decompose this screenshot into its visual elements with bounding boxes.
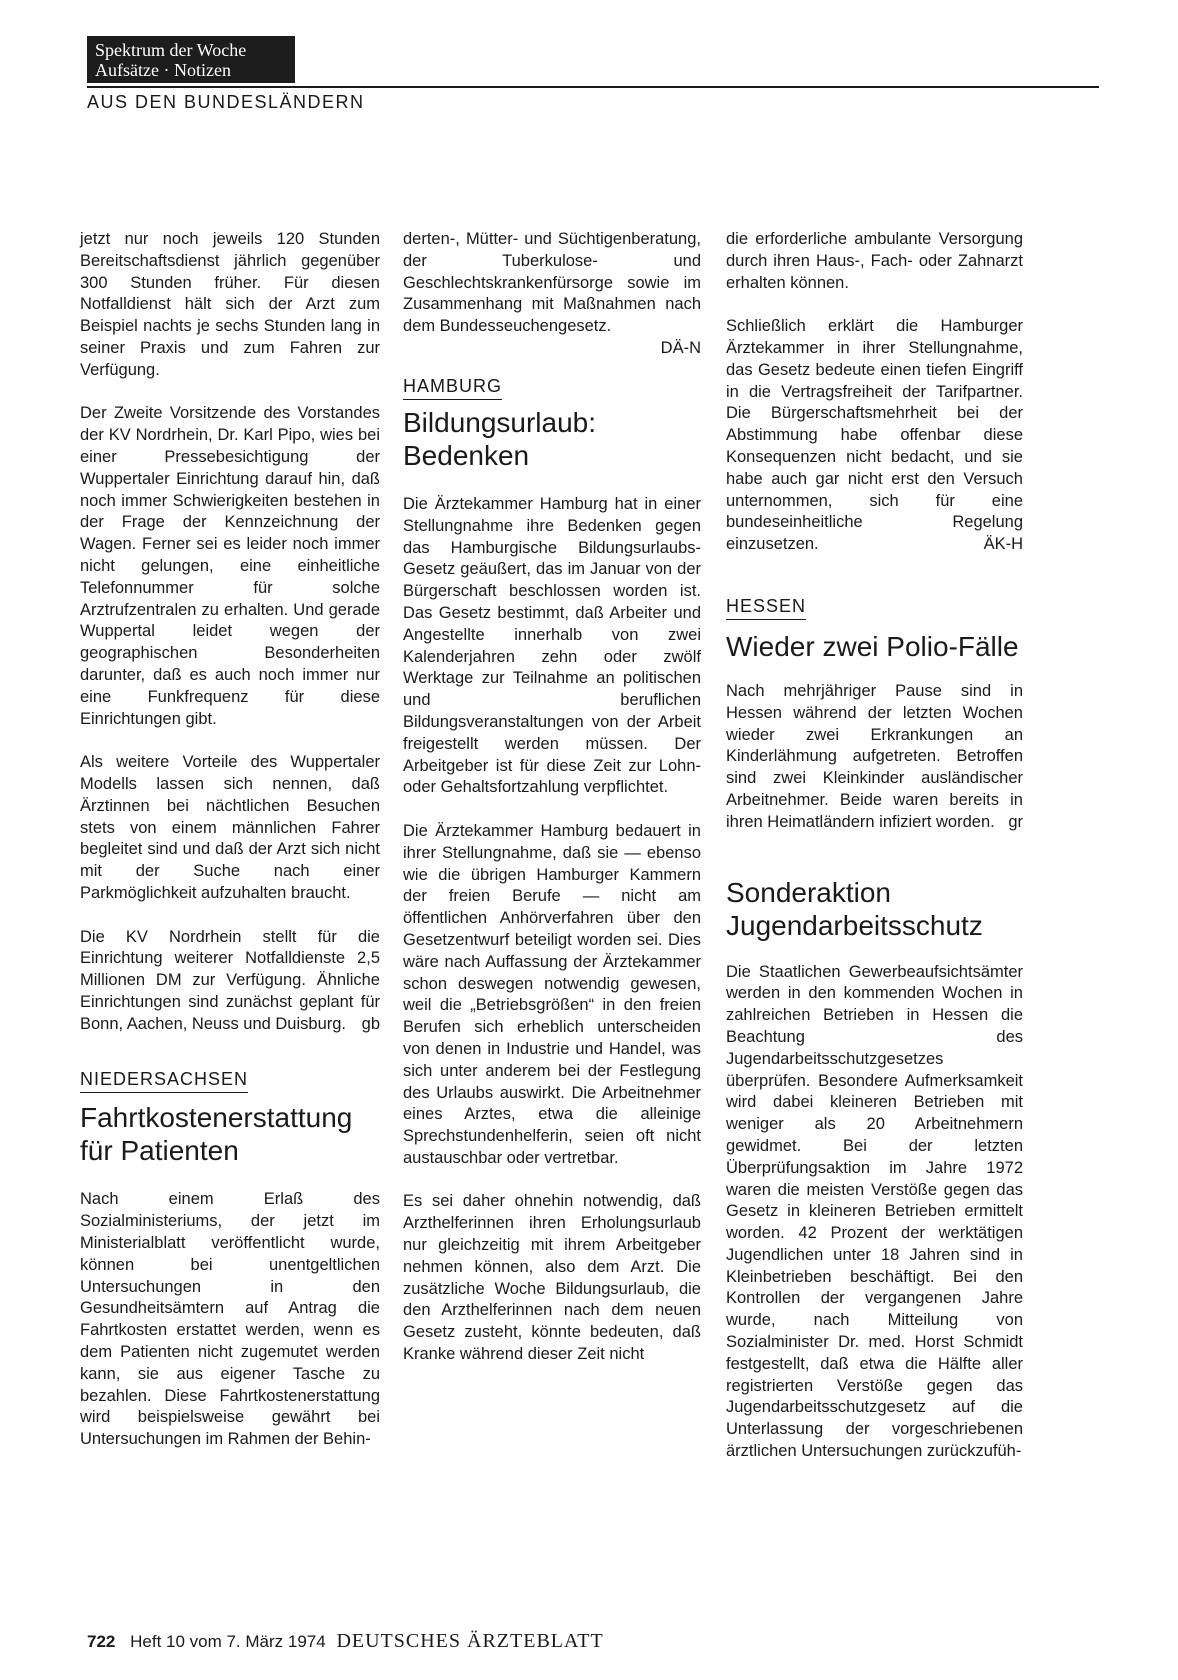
paragraph-text: Die KV Nordrhein stellt für die Einrichtung weiterer Notfalldienste 2,5 Millionen DM zur Verfügung. Ähnliche Einrichtungen sind zunächst geplant für Bonn, Aachen, Neuss und Duisburg.	[80, 927, 380, 1033]
region-label: HESSEN	[726, 596, 806, 620]
paragraph-text: Schließlich erklärt die Hamburger Ärztekammer in ihrer Stellungnahme, das Gesetz bedeute einen tiefen Eingriff in die Vertragsfreiheit der Tarifpartner. Die Bürgerschaftsmehrheit bei der Abstimmung habe offenbar diese Konsequenzen nicht bedacht, und sie habe auch gar nicht erst den Versuch unternommen, sich für eine bundeseinheitliche Regelung einzusetzen.	[726, 317, 1023, 554]
section-label-box	[87, 36, 295, 83]
headline-line: Jugendarbeitsschutz	[726, 909, 983, 941]
headline-line: Fahrtkostenerstattung	[80, 1102, 353, 1134]
paragraph	[80, 927, 380, 1036]
headline-line: Bildungsurlaub:	[403, 406, 597, 438]
paragraph: jetzt nur noch jeweils 120 Stunden Bereitschaftsdienst jährlich gegenüber 300 Stunden früher. Für diesen Notfalldienst hält sich der Arzt zum Beispiel nachts je sechs Stunden lang in seiner Praxis und zum Fahren zur Verfügung.	[80, 230, 380, 379]
column-2	[403, 229, 701, 1366]
article-headline	[80, 1101, 380, 1167]
article-headline	[403, 406, 701, 472]
paragraph: Der Zweite Vorsitzende des Vorstandes der KV Nordrhein, Dr. Karl Pipo, wies bei einer Pressebesichtigung der Wuppertaler Einrichtung darauf hin, daß noch immer Schwierigkeiten bestehen in der Frage der Kennzeichnung der Wagen. Ferner sei es leider noch immer nicht gelungen, eine einheitliche Telefonnummer für solche Arztrufzentralen zu erhalten. Und gerade Wuppertal leidet wegen der geographischen Besonderheiten darunter, daß es auch noch immer nur eine Funkfrequenz für diese Einrichtungen gibt.	[80, 404, 380, 728]
paragraph: Die Staatlichen Gewerbeaufsichtsämter werden in den kommenden Wochen in zahlreichen Betrieben in Hessen die Beachtung des Jugendarbeitsschutzgesetzes überprüfen. Besondere Aufmerksamkeit wird dabei kleineren Betrieben mit weniger als 20 Arbeitnehmern gewidmet. Bei der letzten Überprüfungsaktion im Jahre 1972 waren die meisten Verstöße gegen das Gesetz in kleineren Betrieben ermittelt worden. 42 Prozent der werktätigen Jugendlichen unter 18 Jahren sind in Kleinbetrieben beschäftigt. Bei den Kontrollen der vergangenen Jahre wurde, nach Mitteilung von Sozialminister Dr. med. Horst Schmidt festgestellt, daß etwa die Hälfte aller registrierten Verstöße gegen das Jugendarbeitsschutzgesetz auf die Unterlassung der vorgeschriebenen ärztlichen Untersuchungen zurückzufüh-	[726, 962, 1023, 1461]
section-heading: AUS DEN BUNDESLÄNDERN	[87, 92, 365, 112]
article-niedersachsen	[80, 1069, 380, 1451]
author-signature: DÄ-N	[660, 338, 701, 357]
article-hamburg	[403, 376, 701, 1366]
issue-info: Heft 10 vom 7. März 1974	[130, 1632, 326, 1651]
section-label-line2: Aufsätze · Notizen	[95, 60, 231, 80]
page-number: 722	[87, 1632, 116, 1651]
headline-line: für Patienten	[80, 1135, 239, 1167]
paragraph	[403, 229, 701, 357]
paragraph: Als weitere Vorteile des Wuppertaler Modells lassen sich nennen, daß Ärztinnen bei nächtlichen Besuchen stets von einem männlichen Fahrer begleitet sind und daß der Arzt sich nicht mit der Suche nach einer Parkmöglichkeit aufzuhalten braucht.	[80, 753, 380, 902]
article-headline	[726, 876, 1023, 942]
author-signature: gr	[1008, 812, 1023, 831]
article-hessen	[726, 596, 1023, 834]
paragraph-text: derten-, Mütter- und Süchtigenberatung, der Tuberkulose- und Geschlechtskrankenfürsorge sowie im Zusammenhang mit Maßnahmen nach dem Bundesseuchengesetz.	[403, 230, 701, 336]
author-signature: ÄK-H	[983, 535, 1023, 554]
page-footer	[87, 1630, 604, 1653]
header-rule	[87, 86, 1099, 88]
column-1	[80, 229, 380, 1451]
region-label: NIEDERSACHSEN	[80, 1069, 248, 1093]
paragraph: die erforderliche ambulante Versorgung durch ihren Haus-, Fach- oder Zahnarzt erhalten können.	[726, 230, 1023, 292]
author-signature: gb	[361, 1014, 380, 1033]
headline-line: Bedenken	[403, 439, 530, 471]
section-label-line1: Spektrum der Woche	[95, 40, 247, 60]
paragraph: Es sei daher ohnehin notwendig, daß Arzthelferinnen ihren Erholungsurlaub nur gleichzeitig mit ihrem Arbeitgeber nehmen können, also dem Arzt. Die zusätzliche Woche Bildungsurlaub, die den Arzthelferinnen nach dem neuen Gesetz zusteht, könnte bedeuten, daß Kranke während dieser Zeit nicht	[403, 1192, 701, 1364]
paragraph: Die Ärztekammer Hamburg bedauert in ihrer Stellungnahme, daß sie — ebenso wie die übrigen Hamburger Kammern der freien Berufe — nicht am öffentlichen Anhörverfahren über den Gesetzentwurf beteiligt worden sei. Dies wäre nach Auffassung der Ärztekammer schon deswegen notwendig gewesen, weil die „Betriebsgrößen“ in den freien Berufen sich erheblich unterscheiden von denen in Industrie und Handel, was sich unter anderem bei der Festlegung des Urlaubs auswirkt. Die Arbeitnehmer eines Arztes, etwa die alleinige Sprechstundenhelferin, seien oft nicht austauschbar oder vertretbar.	[403, 821, 701, 1167]
paragraph	[726, 316, 1023, 556]
headline-line: Sonderaktion	[726, 876, 892, 908]
journal-name: DEUTSCHES ÄRZTEBLATT	[336, 1630, 604, 1652]
article-jugendarbeitsschutz	[726, 876, 1023, 1463]
paragraph: Die Ärztekammer Hamburg hat in einer Stellungnahme ihre Bedenken gegen das Hamburgische Bildungsurlaubs-Gesetz geäußert, das im Januar von der Bürgerschaft beschlossen worden ist. Das Gesetz bestimmt, daß Arbeiter und Angestellte innerhalb von zwei Kalenderjahren zehn oder zwölf Werktage zur Teilnahme an politischen und beruflichen Bildungsveranstaltungen von der Arbeit freigestellt werden müssen. Der Arbeitgeber ist für diese Zeit zur Lohn- oder Gehaltsfortzahlung verpflichtet.	[403, 494, 701, 797]
article-headline: Wieder zwei Polio-Fälle	[726, 630, 1019, 662]
paragraph	[726, 681, 1023, 834]
column-3	[726, 229, 1023, 1463]
paragraph: Nach einem Erlaß des Sozialministeriums, der jetzt im Ministerialblatt veröffentlicht wurde, können bei unentgeltlichen Untersuchungen in den Gesundheitsämtern auf Antrag die Fahrtkosten erstattet werden, wenn es dem Patienten nicht zugemutet werden kann, sie aus eigener Tasche zu bezahlen. Diese Fahrtkostenerstattung wird beispielsweise gewährt bei Untersuchungen im Rahmen der Behin-	[80, 1190, 380, 1449]
paragraph-text: Nach mehrjähriger Pause sind in Hessen während der letzten Wochen wieder zwei Erkrankungen an Kinderlähmung aufgetreten. Betroffen sind zwei Kleinkinder ausländischer Arbeitnehmer. Beide waren bereits in ihren Heimatländern infiziert worden.	[726, 681, 1023, 831]
region-label: HAMBURG	[403, 376, 502, 400]
